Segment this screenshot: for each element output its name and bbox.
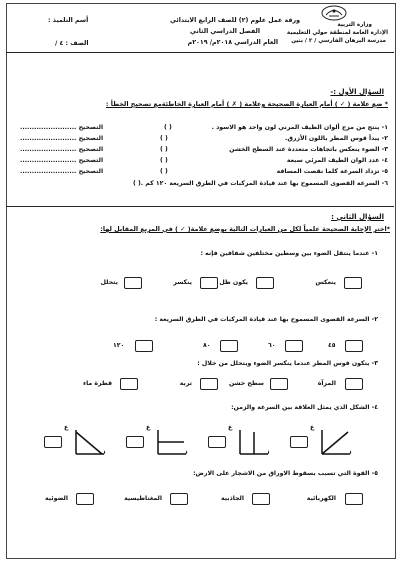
q1-item-1: ١- ينتج من مزج ألوان الطيف المرني لون واحد هو الاسود .	[211, 124, 388, 131]
q2-1-option-3: ينكسر	[173, 279, 192, 286]
term-label: الفصل الدراسي الثاني	[190, 28, 260, 35]
q2-2-option-4-box[interactable]	[135, 340, 153, 352]
graph-option-2-vertical	[236, 428, 270, 456]
q2-instruction: *اختر الإجابة الصحيحة علمياً لكل من العبارات التالية بوضع علامة( ✓ ) في المربع المقابل لها:	[100, 225, 390, 233]
q2-1-option-1-box[interactable]	[344, 277, 362, 289]
ministry-crest-icon	[318, 4, 350, 22]
q2-2-stem: ٢- السرعة القصوى المسموح بها عند قيادة المركبات في الطرق السريعة :	[154, 316, 378, 323]
q1-title: السؤال الأول :-	[330, 88, 384, 96]
q2-5-stem: ٥- القوة التي تسبب بسقوط الاوراق من الاشجار على الارض:	[193, 470, 378, 477]
q1-item-4-paren[interactable]: ( )	[160, 157, 168, 164]
q1-item-3-paren[interactable]: ( )	[160, 146, 168, 153]
q2-1-option-4: يتحلل	[100, 279, 118, 286]
q2-1-option-2-box[interactable]	[256, 277, 274, 289]
q2-2-option-2-box[interactable]	[285, 340, 303, 352]
q2-2-option-2: ٦٠	[268, 342, 276, 349]
q2-5-option-4: الضوئية	[44, 495, 68, 502]
q2-2-option-1: ٤٥	[328, 342, 336, 349]
header-divider	[6, 52, 394, 53]
school-name: مدرسة البرهان الفارسي / ٢ / بنين	[291, 38, 386, 44]
q2-2-option-3: ٨٠	[203, 342, 211, 349]
q2-4-option-2-box[interactable]	[208, 436, 226, 448]
q2-3-option-2-box[interactable]	[270, 378, 288, 390]
q2-title: السؤال الثاني :	[331, 213, 384, 221]
q2-2-option-1-box[interactable]	[345, 340, 363, 352]
q2-3-option-3-box[interactable]	[200, 378, 218, 390]
q2-1-option-3-box[interactable]	[200, 277, 218, 289]
q2-5-option-2: الجاذبية	[220, 495, 244, 502]
q2-2-option-4: ١٢٠	[113, 342, 125, 349]
q2-3-option-1: المرآة	[317, 380, 336, 387]
q2-1-option-4-box[interactable]	[124, 277, 142, 289]
q2-5-option-3: المغناطيسية	[124, 495, 162, 502]
q2-3-option-3: تربة	[179, 380, 192, 387]
graph-2-y-label: ع	[228, 424, 233, 431]
q1-item-3-correction[interactable]: التصحيح ........................	[20, 146, 104, 153]
q2-5-option-2-box[interactable]	[252, 493, 270, 505]
q2-1-stem: ١- عندما ينتقل الضوء بين وسطين مختلفين شفافين فإنه :	[200, 250, 378, 257]
q1-item-1-paren[interactable]: ( )	[164, 124, 172, 131]
q1-item-1-correction[interactable]: التصحيح ........................	[20, 124, 104, 131]
q1-item-2: ٢- يبدأ قوس المطر باللون الأزرق.	[285, 135, 388, 142]
q1-item-4-correction[interactable]: التصحيح ........................	[20, 157, 104, 164]
q2-5-option-1-box[interactable]	[345, 493, 363, 505]
q1-item-2-paren[interactable]: ( )	[160, 135, 168, 142]
q1-item-5-paren[interactable]: ( )	[160, 168, 168, 175]
q1-item-5-correction[interactable]: التصحيح ........................	[20, 168, 104, 175]
q1-item-5: ٥- تزداد السرعة كلما نقصت المسافة	[276, 168, 388, 175]
q2-4-stem: ٤- الشكل الذي يمثل العلاقة بين السرعة والزمن:	[231, 404, 378, 411]
q2-3-option-1-box[interactable]	[345, 378, 363, 390]
q2-1-option-2: يكون ظل	[219, 279, 248, 286]
q2-4-option-3-box[interactable]	[126, 436, 144, 448]
q2-3-stem: ٣- يتكون قوس المطر عندما ينكسر الضوء ويتحلل من خلال :	[197, 360, 378, 367]
q2-2-option-3-box[interactable]	[220, 340, 238, 352]
q2-1-option-1: ينعكس	[315, 279, 336, 286]
q2-3-option-2: سطح خشن	[228, 380, 264, 387]
q2-5-option-1: الكهربائية	[306, 495, 336, 502]
year-label: العام الدراسي ٢٠١٨م/ ٢٠١٩م	[187, 39, 278, 46]
graph-1-y-label: ع	[310, 424, 315, 431]
graph-3-y-label: ع	[146, 424, 151, 431]
graph-2-x-label: ز	[266, 448, 270, 455]
graph-option-3-horizontal	[154, 428, 188, 456]
graph-option-1-increasing	[318, 428, 352, 456]
q2-3-option-4-box[interactable]	[120, 378, 138, 390]
q1-instruction: * ضع علامة ( ✓ ) أمام العبارة الصحيحة وعلامة ( ✗ ) أمام العبارة الخاطئةمع تصحيح الخطأ :	[105, 100, 388, 108]
q1-item-4: ٤- عدد الوان الطيف المرئي سبعة	[286, 157, 388, 164]
graph-3-x-label: ز	[184, 448, 188, 455]
q1-item-2-correction[interactable]: التصحيح ........................	[20, 135, 104, 142]
ministry-name: وزارة التربية	[337, 22, 372, 28]
q2-4-option-1-box[interactable]	[290, 436, 308, 448]
q2-3-option-4: قطرة ماء	[82, 380, 112, 387]
q1-item-3: ٣- الضوء ينعكس باتجاهات متعددة عند السطح الخشن	[229, 146, 388, 153]
section-divider	[6, 206, 394, 207]
worksheet-title: ورقة عمل علوم (٢) للصف الرابع الابتدائي	[169, 17, 300, 24]
authority-name: الإدارة العامة لمنطقة حولي التعليمية	[286, 30, 388, 36]
graph-option-4-decreasing	[72, 428, 106, 456]
graph-1-x-label: ز	[348, 448, 352, 455]
q2-5-option-3-box[interactable]	[170, 493, 188, 505]
graph-4-x-label: ز	[102, 448, 106, 455]
graph-4-y-label: ع	[64, 424, 69, 431]
class-label: الصف : ٤ /	[55, 40, 89, 47]
q2-4-option-4-box[interactable]	[44, 436, 62, 448]
q1-item-6: ٦- السرعة القصوى المسموح بها عند قيادة المركبات في الطرق السريعة ١٢٠ كم .( )	[132, 180, 388, 187]
q2-5-option-4-box[interactable]	[76, 493, 94, 505]
student-name-label: أسم التلميذ :	[48, 17, 89, 24]
